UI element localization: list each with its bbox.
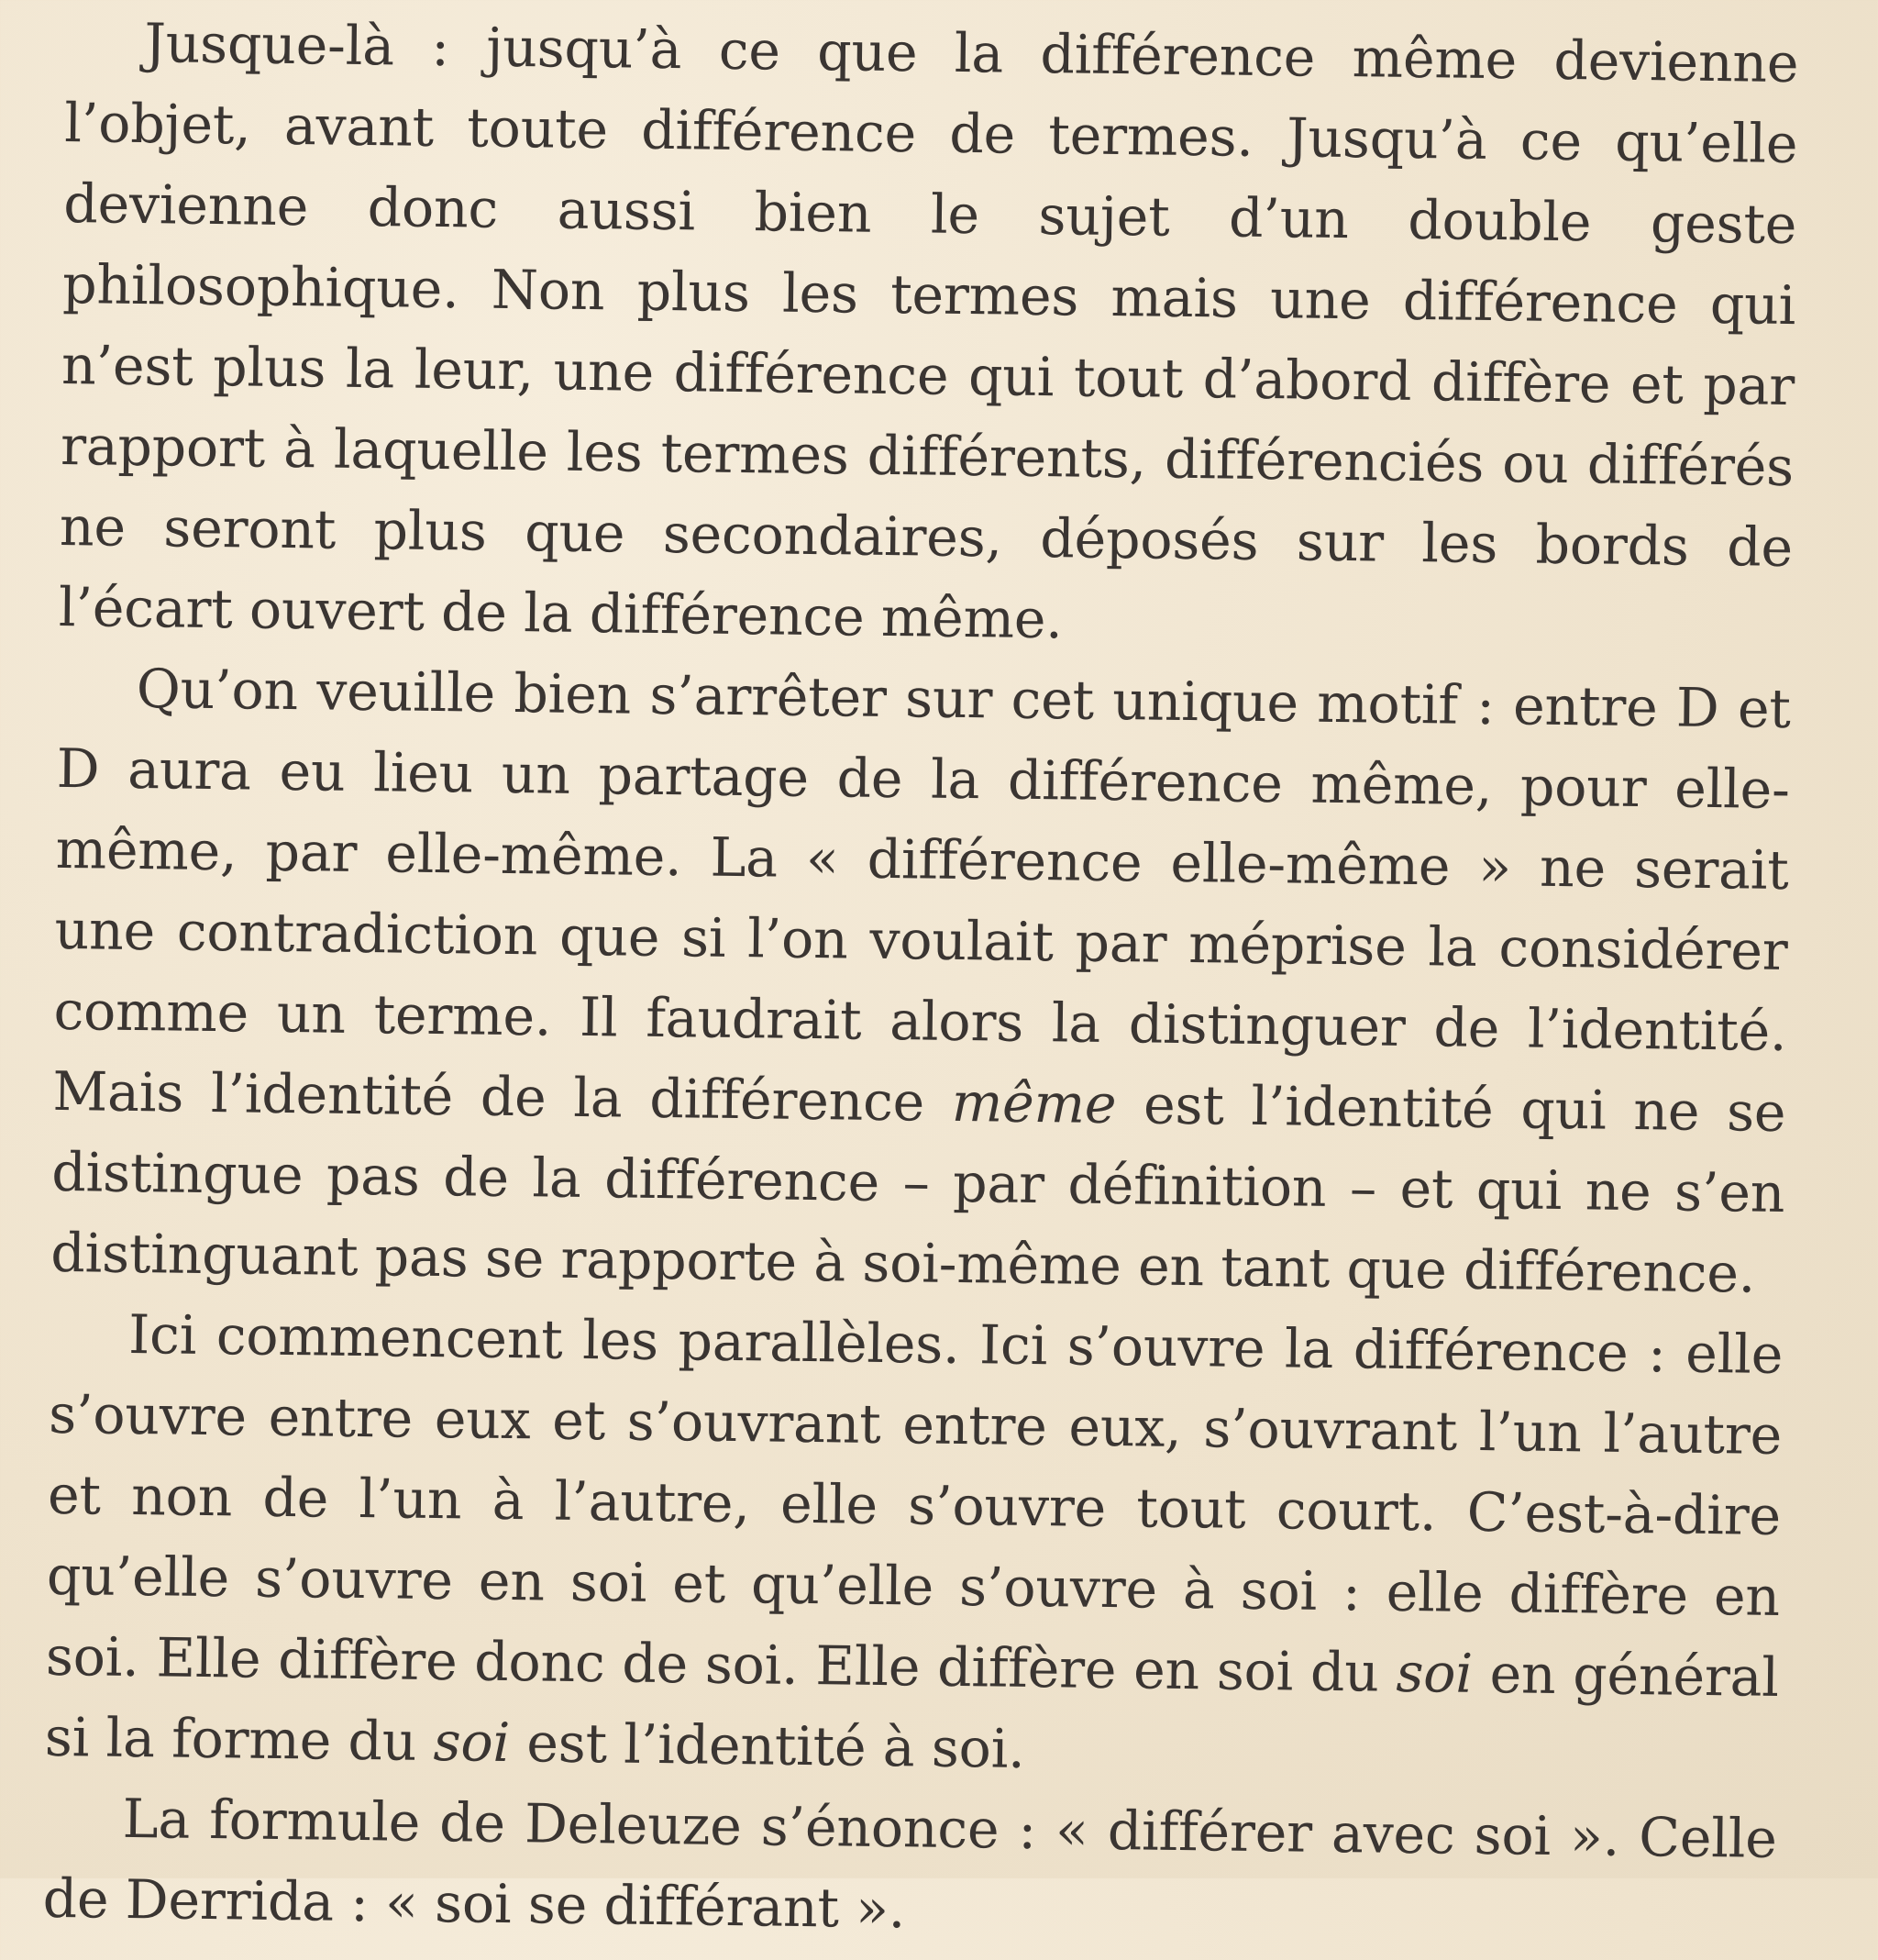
paragraph-4: [42, 1777, 1777, 1960]
paragraph-1: [58, 2, 1798, 669]
paragraph-1-text: Jusque-là : jusqu’à ce que la différence même devienne l’objet, avant toute différence de termes. Jusqu’à ce qu’elle devienne donc aussi bien le sujet d’un double geste philosophique. Non plus les termes mais une différence qui n’est plus la leur, une différence qui tout d’abord diffère et par rapport à laquelle les termes différents, différenciés ou différés ne seront plus que secondaires, déposés sur les bords de l’écart ouvert de la différence même.: [58, 12, 1799, 651]
paragraph-2-emphasis-meme: même: [951, 1070, 1117, 1136]
paragraph-3-emphasis-soi-2: soi: [433, 1711, 511, 1775]
paragraph-4-text: La formule de Deleuze s’énonce : « différer avec soi ». Celle de Derrida : « soi se différant ».: [42, 1787, 1778, 1941]
paragraph-2-text-a: Qu’on veuille bien s’arrêter sur cet unique motif : entre D et D aura eu lieu un partage de la différence même, pour elle-même, par elle-même. La « différence elle-même » ne serait une contradiction que si l’on voulait par méprise la considérer comme un terme. Il faudrait alors la distinguer de l’identité. Mais l’identité de la différence: [52, 657, 1792, 1134]
paragraph-3-text-c: est l’identité à soi.: [509, 1711, 1026, 1780]
paragraph-3-text-a: Ici commencent les parallèles. Ici s’ouvre la différence : elle s’ouvre entre eux et s’ouvrant entre eux, s’ouvrant l’un l’autre et non de l’un à l’autre, elle s’ouvre tout court. C’est-à-dire qu’elle s’ouvre en soi et qu’elle s’ouvre à soi : elle diffère en soi. Elle diffère donc de soi. Elle diffère en soi du: [45, 1302, 1784, 1704]
body-text: [42, 2, 1799, 1960]
paragraph-3-emphasis-soi-1: soi: [1396, 1641, 1474, 1705]
paragraph-2-text-b: est l’identité qui ne se distingue pas de la différence – par définition – et qui ne s’en distinguant pas se rapporte à soi-même en tant que différence.: [50, 1073, 1786, 1305]
paragraph-2: [50, 648, 1791, 1314]
paragraph-3: [44, 1293, 1783, 1799]
paragraph-3-text-b: en général si la forme du: [44, 1642, 1780, 1774]
